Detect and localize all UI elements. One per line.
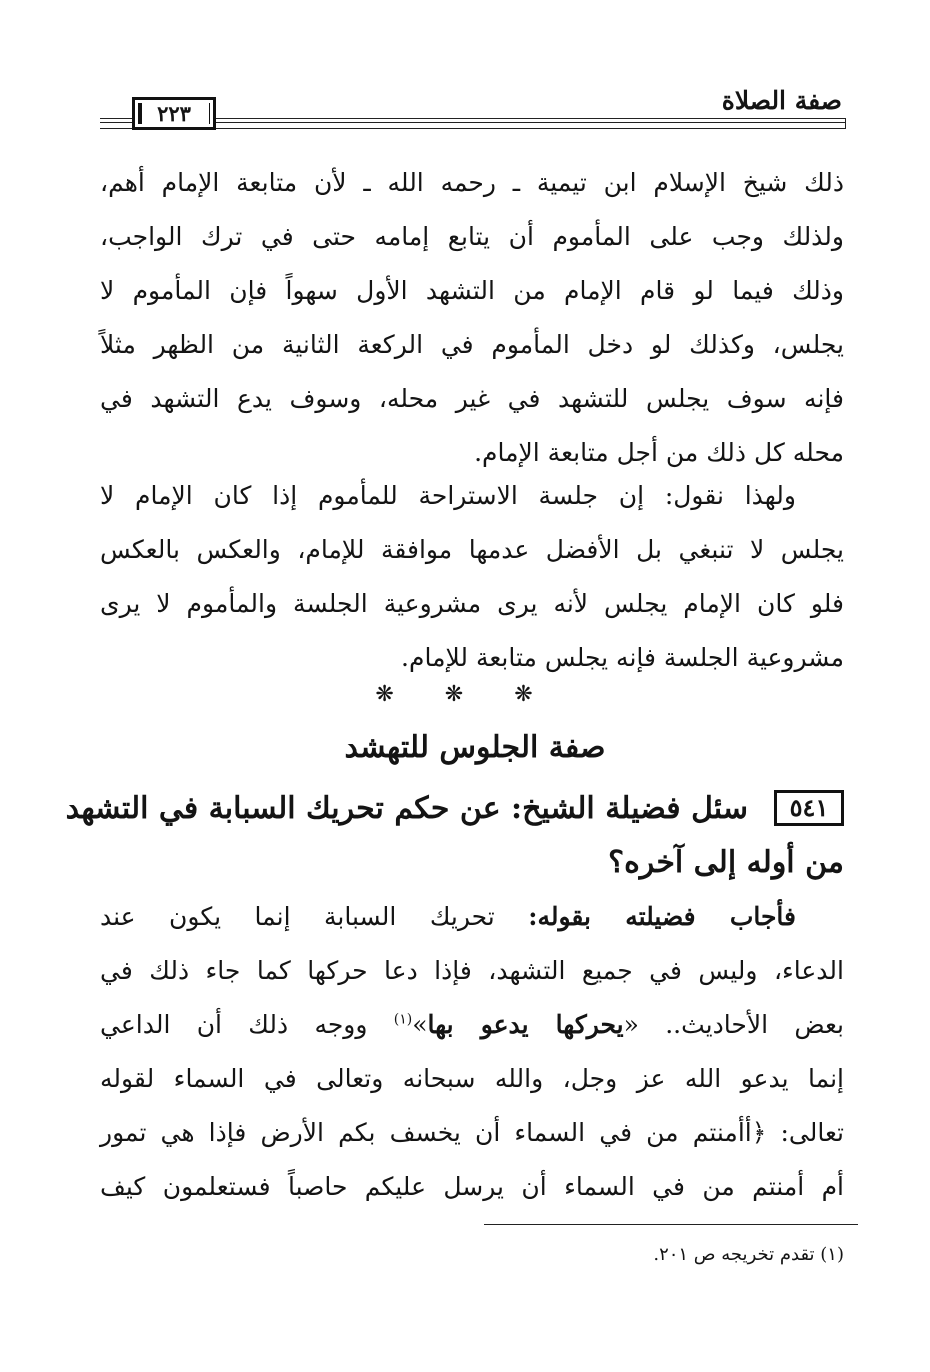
paragraph-line: مشروعية الجلسة فإنه يجلس متابعة للإمام.: [401, 643, 844, 672]
question: [65, 782, 844, 890]
paragraph-line: ذلك شيخ الإسلام ابن تيمية ـ رحمه الله ـ لأن متابعة الإمام أهم،: [100, 168, 844, 197]
section-separator: ❋ ❋ ❋: [375, 682, 555, 707]
answer-line: الدعاء، وليس في جميع التشهد، فإذا دعا حركها كما جاء ذلك في: [100, 956, 844, 985]
paragraph-line: فإنه سوف يجلس للتشهد في غير محله، وسوف يدع التشهد في: [100, 384, 844, 413]
section-title: صفة الجلوس للتهشد: [344, 730, 606, 765]
answer-line: [100, 890, 844, 944]
hadith-quote: يحركها يدعو بها: [427, 1010, 624, 1039]
footnote-marker: (١): [393, 1011, 413, 1028]
answer: [100, 890, 844, 1214]
paragraph-line: محله كل ذلك من أجل متابعة الإمام.: [474, 438, 844, 467]
answer-text: بعض الأحاديث.. «: [623, 1010, 844, 1039]
question-line: سئل فضيلة الشيخ: عن حكم تحريك السبابة في التشهد: [65, 791, 748, 826]
paragraph-line: ولذلك وجب على المأموم أن يتابع إمامه حتى في ترك الواجب،: [100, 222, 844, 251]
paragraph-line: يجلس لا تنبغي بل الأفضل عدمها موافقة للإمام، والعكس بالعكس: [100, 535, 844, 564]
paragraph-line: وذلك فيما لو قام الإمام من التشهد الأول سهواً فإن المأموم لا: [100, 276, 844, 305]
footnote-rule: [484, 1224, 858, 1225]
paragraph-1: [100, 156, 844, 480]
paragraph-line: يجلس، وكذلك لو دخل المأموم في الركعة الثانية من الظهر مثلاً: [100, 330, 844, 359]
paragraph-line: فلو كان الإمام يجلس لأنه يرى مشروعية الجلسة والمأموم لا يرى: [100, 589, 844, 618]
question-line: من أوله إلى آخره؟: [608, 845, 844, 880]
answer-text: »: [412, 1010, 428, 1039]
answer-line: [100, 998, 844, 1052]
page-number: ٢٢٣: [132, 97, 216, 130]
running-header-title: صفة الصلاة: [721, 86, 842, 115]
answer-line: إنما يدعو الله عز وجل، والله سبحانه وتعالى في السماء لقوله: [100, 1064, 844, 1093]
answer-text: ووجه ذلك أن الداعي: [100, 1010, 394, 1039]
answer-line: أم أمنتم من في السماء أن يرسل عليكم حاصباً فستعلمون كيف: [100, 1172, 844, 1201]
question-number: ٥٤١: [774, 790, 844, 826]
footnote: (١) تقدم تخريجه ص ٢٠١.: [653, 1244, 844, 1265]
answer-line: تعالى: ﴿أأمنتم من في السماء أن يخسف بكم الأرض فإذا هي تمور: [100, 1118, 844, 1147]
paragraph-2: [100, 469, 844, 685]
paragraph-line: ولهذا نقول: إن جلسة الاستراحة للمأموم إذا كان الإمام لا: [100, 481, 796, 510]
answer-text: تحريك السبابة إنما يكون عند: [100, 902, 495, 931]
answer-lead: فأجاب فضيلته بقوله:: [528, 902, 796, 931]
